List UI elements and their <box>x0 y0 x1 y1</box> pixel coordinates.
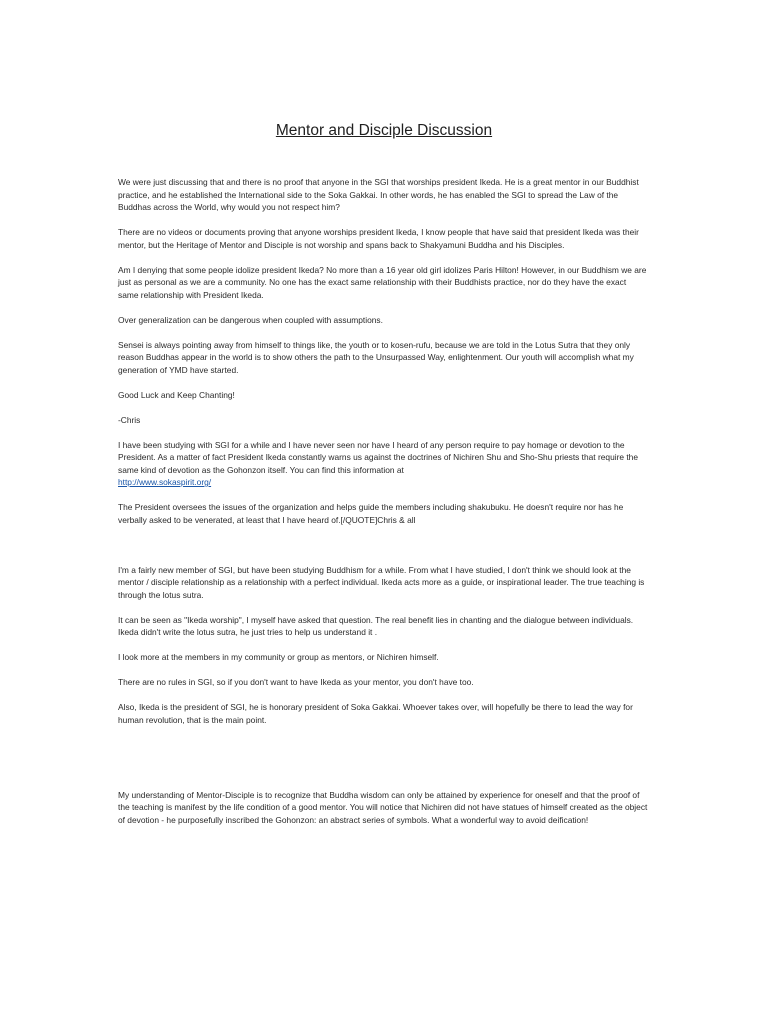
paragraph-with-link <box>118 439 648 489</box>
page-title: Mentor and Disciple Discussion <box>275 122 493 139</box>
sokaspirit-link[interactable]: http://www.sokaspirit.org/ <box>118 477 212 487</box>
paragraph: We were just discussing that and there is no proof that anyone in the SGI that worships president Ikeda. He is a great mentor in our Buddhist practice, and he established the International side to the Soka Gakkai. In other words, he has enabled the SGI to spread the Law of the Buddhas across the World, why would you not respect him? <box>118 177 639 212</box>
signature: -Chris <box>118 414 141 425</box>
paragraph-text: I have been studying with SGI for a while and I have never seen nor have I heard of any person require to pay homage or devotion to the President. As a matter of fact President Ikeda constantly warns us against the doctrines of Nichiren Shu and Sho-Shu priests that require the same kind of devotion as the Gohonzon itself. You can find this information at <box>118 439 638 475</box>
paragraph: Am I denying that some people idolize president Ikeda? No more than a 16 year old girl idolizes Paris Hilton! However, in our Buddhism we are just as personal as we are a community. No one has the exact same relationship with their Buddhists practice, nor do they have the exact same relationship with President Ikeda. <box>118 264 647 300</box>
spacer <box>118 539 648 564</box>
paragraph: There are no rules in SGI, so if you don't want to have Ikeda as your mentor, you don't have too. <box>118 677 474 687</box>
paragraph: The President oversees the issues of the organization and helps guide the members including shakubuku. He doesn't require nor has he verbally asked to be venerated, at least that I have heard of.[/QUOTE]Chris & all <box>118 502 624 525</box>
paragraph: I look more at the members in my community or group as mentors, or Nichiren himself. <box>118 652 439 662</box>
paragraph: Over generalization can be dangerous when coupled with assumptions. <box>118 314 383 325</box>
paragraph: Also, Ikeda is the president of SGI, he is honorary president of Soka Gakkai. Whoever takes over, will hopefully be there to lead the way for human revolution, that is the main point. <box>118 702 633 725</box>
spacer <box>118 739 648 789</box>
paragraph: There are no videos or documents proving that anyone worships president Ikeda, I know people that have said that president Ikeda was their mentor, but the Heritage of Mentor and Disciple is not worship and spans back to Shakyamuni Buddha and his Disciples. <box>118 227 639 250</box>
paragraph: My understanding of Mentor-Disciple is to recognize that Buddha wisdom can only be attained by experience for oneself and that the proof of the teaching is manifest by the life condition of a good mentor. You will notice that Nichiren did not have statues of himself created as the object of devotion - he purposefully inscribed the Gohonzon: an abstract series of symbols. What a wonderful way to avoid deification! <box>118 789 648 825</box>
paragraph: Good Luck and Keep Chanting! <box>118 389 235 400</box>
paragraph: Sensei is always pointing away from himself to things like, the youth or to kosen-rufu, because we are told in the Lotus Sutra that they only reason Buddhas appear in the world is to show others the path to the Unsurpassed Way, enlightenment. Our youth will accomplish what my generation of YMD have started. <box>118 339 634 375</box>
paragraph: It can be seen as "Ikeda worship", I myself have asked that question. The real benefit lies in chanting and the dialogue between individuals. Ikeda didn't write the lotus sutra, he just tries to help us understand it . <box>118 614 634 637</box>
document-body <box>118 176 648 839</box>
paragraph: I'm a fairly new member of SGI, but have been studying Buddhism for a while. From what I have studied, I don't think we should look at the mentor / disciple relationship as a relationship with a perfect individual. Ikeda acts more as a guide, or inspirational leader. The true teaching is through the lotus sutra. <box>118 564 645 600</box>
